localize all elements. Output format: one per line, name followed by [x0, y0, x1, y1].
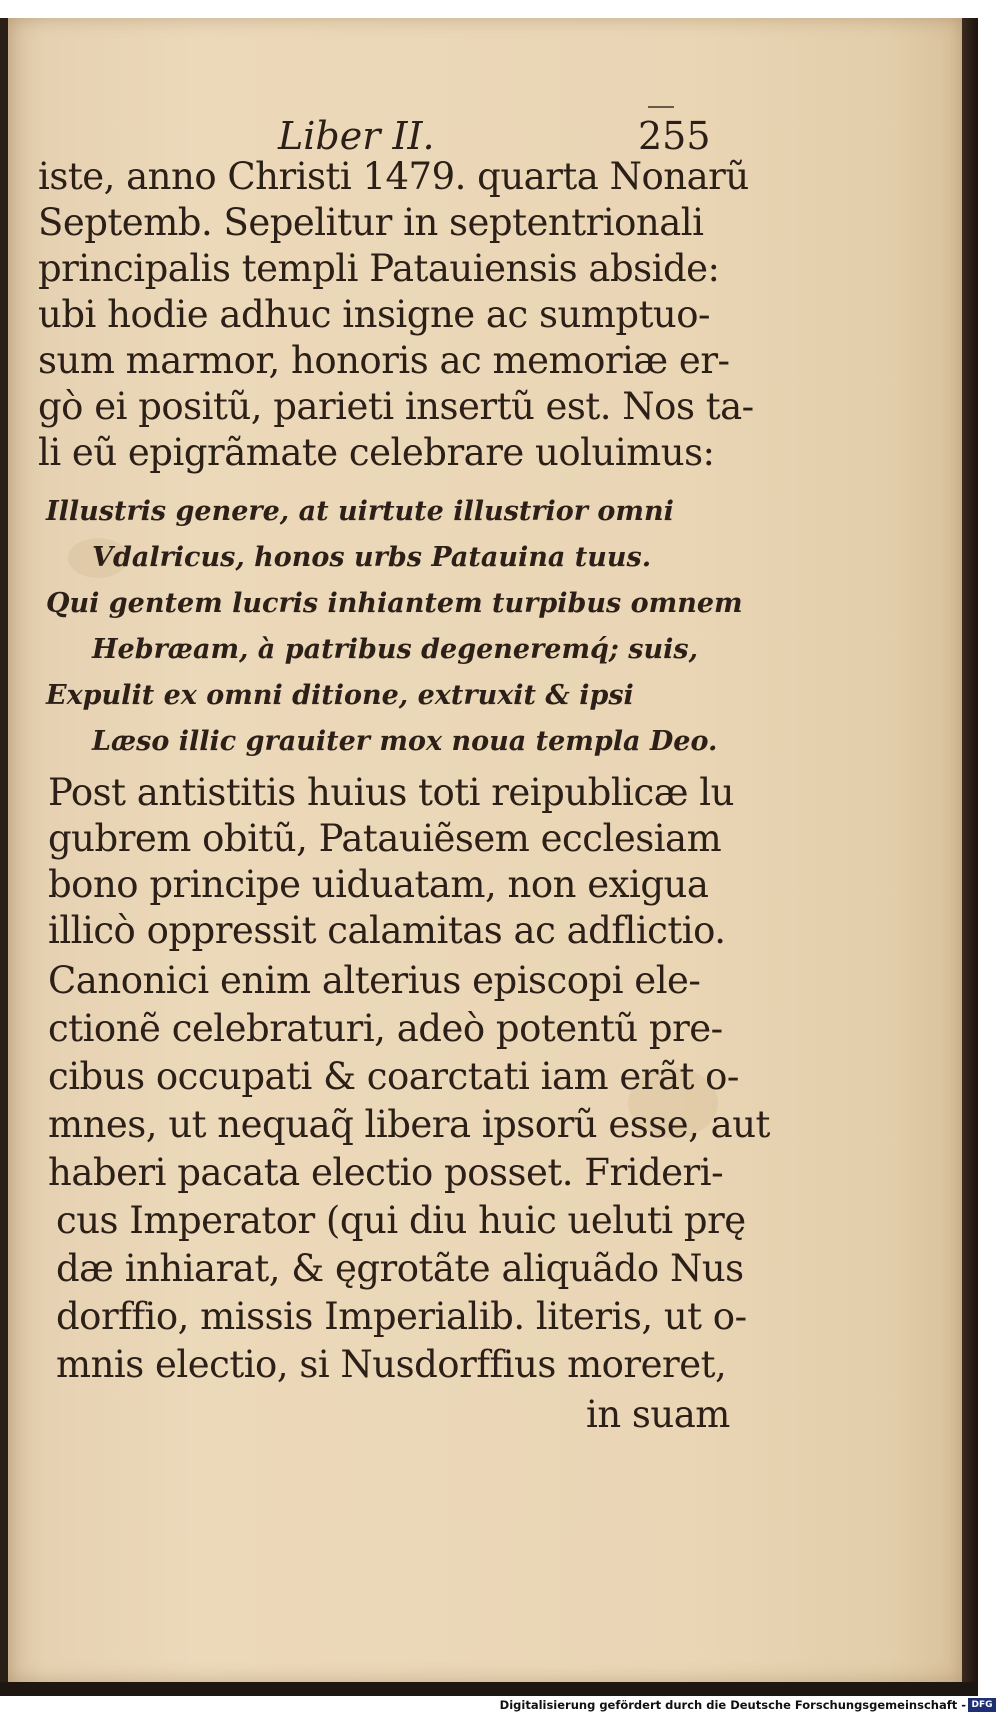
- text-line: principalis templi Patauiensis abside:: [38, 247, 720, 290]
- page-number: 255: [638, 114, 711, 158]
- verse-line: Læso illic grauiter mox noua templa Deo.: [92, 726, 718, 757]
- verse-line: Expulit ex omni ditione, extruxit & ipsi: [46, 680, 634, 711]
- text-line: gubrem obitũ, Patauiẽsem ecclesiam: [48, 817, 722, 860]
- text-line: Septemb. Sepelitur in septentrionali: [38, 201, 704, 244]
- text-line: bono principe uiduatam, non exigua: [48, 863, 709, 906]
- text-line: mnes, ut nequaq̃ libera ipsorũ esse, aut: [48, 1103, 770, 1146]
- verse-line: Vdalricus, honos urbs Patauina tuus.: [92, 542, 652, 573]
- text-line: ubi hodie adhuc insigne ac sumptuo-: [38, 293, 711, 336]
- verse-line: Qui gentem lucris inhiantem turpibus omnem: [46, 588, 743, 619]
- text-line: cus Imperator (qui diu huic ueluti prę: [56, 1199, 746, 1242]
- text-line: cibus occupati & coarctati iam erãt o-: [48, 1055, 739, 1098]
- text-line: mnis electio, si Nusdorffius moreret,: [56, 1343, 727, 1386]
- text-line: Canonici enim alterius episcopi ele-: [48, 959, 701, 1002]
- text-line: dæ inhiarat, & ęgrotãte aliquãdo Nus: [56, 1247, 744, 1290]
- verse-line: Illustris genere, at uirtute illustrior omni: [46, 496, 674, 527]
- book-page: [8, 18, 962, 1682]
- dfg-logo: DFG: [968, 1698, 996, 1712]
- digitization-footer: [0, 1696, 1000, 1716]
- text-line: gò ei positũ, parieti insertũ est. Nos ta-: [38, 385, 754, 428]
- text-line: ctionẽ celebraturi, adeò potentũ pre-: [48, 1007, 723, 1050]
- book-cover-left-edge: [0, 18, 8, 1690]
- text-line: illicò oppressit calamitas ac adflictio.: [48, 909, 726, 952]
- text-line: sum marmor, honoris ac memoriæ er-: [38, 339, 730, 382]
- text-line: dorffio, missis Imperialib. literis, ut o-: [56, 1295, 747, 1338]
- text-line: haberi pacata electio posset. Frideri-: [48, 1151, 724, 1194]
- verse-line: Hebræam, à patribus degeneremq́; suis,: [92, 634, 698, 665]
- book-cover-bottom-edge: [0, 1682, 978, 1696]
- funding-credit: Digitalisierung gefördert durch die Deutsche Forschungsgemeinschaft -: [499, 1698, 966, 1712]
- text-line: li eũ epigrãmate celebrare uoluimus:: [38, 431, 715, 474]
- catchword: in suam: [586, 1393, 730, 1436]
- header-rule: [648, 106, 674, 108]
- book-cover-right-edge: [962, 18, 978, 1688]
- text-line: Post antistitis huius toti reipublicæ lu: [48, 771, 734, 814]
- running-title: Liber II.: [278, 114, 435, 158]
- text-line: iste, anno Christi 1479. quarta Nonarũ: [38, 155, 749, 198]
